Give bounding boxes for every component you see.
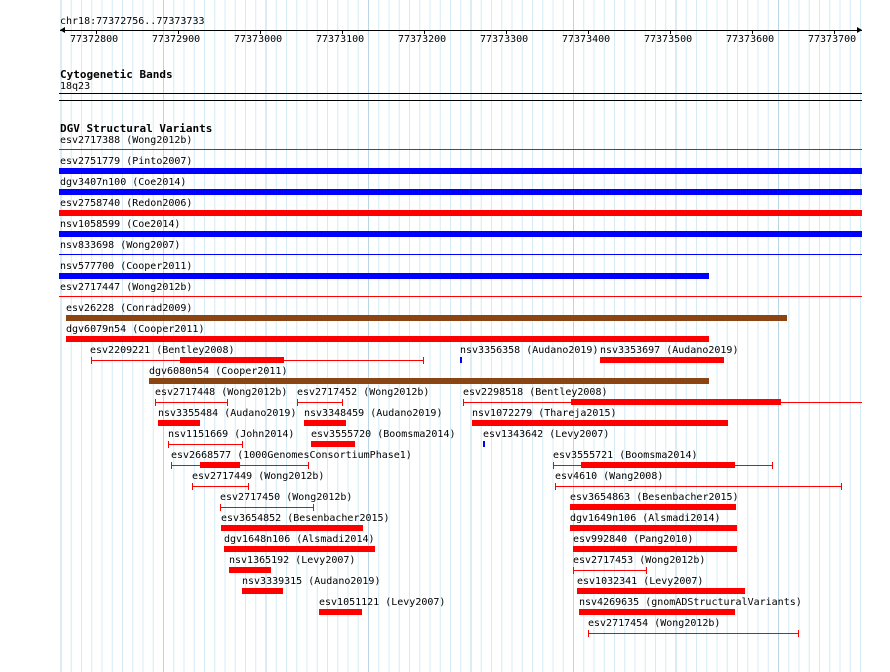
ruler-tick-label: 77372900 [152,34,201,45]
feature-label[interactable]: dgv6079n54 (Cooper2011) [66,324,205,335]
feature-whisker[interactable] [171,465,309,466]
feature-label[interactable]: nsv3348459 (Audano2019) [304,408,443,419]
feature-label[interactable]: esv3654852 (Besenbacher2015) [221,513,390,524]
feature-label[interactable]: esv3555721 (Boomsma2014) [553,450,698,461]
cytoband-name[interactable]: 18q23 [60,81,91,92]
feature-cap [91,357,92,364]
feature-bar[interactable] [59,210,862,216]
feature-bar[interactable] [577,588,745,594]
feature-bar[interactable] [242,588,283,594]
feature-cap [192,483,193,490]
feature-label[interactable]: esv2717388 (Wong2012b) [60,135,193,146]
feature-label[interactable]: nsv3355484 (Audano2019) [158,408,297,419]
ruler-tick-label: 77373200 [398,34,447,45]
feature-label[interactable]: nsv3353697 (Audano2019) [600,345,739,356]
feature-bar[interactable] [229,567,271,573]
feature-label[interactable]: esv1051121 (Levy2007) [319,597,446,608]
feature-span[interactable] [59,254,862,255]
feature-label[interactable]: dgv1648n106 (Alsmadi2014) [224,534,375,545]
feature-bar[interactable] [570,504,736,510]
ruler-axis [60,30,862,31]
feature-bar[interactable] [224,546,375,552]
feature-label[interactable]: esv2298518 (Bentley2008) [463,387,608,398]
ruler-tick-label: 77373400 [562,34,611,45]
feature-bar[interactable] [573,546,737,552]
feature-cap [555,483,556,490]
ruler-left-arrow [60,27,65,33]
feature-label[interactable]: esv26228 (Conrad2009) [66,303,193,314]
ruler-tick-label: 77372800 [70,34,119,45]
feature-cap [553,462,554,469]
feature-label[interactable]: esv2717449 (Wong2012b) [192,471,325,482]
feature-bar[interactable] [59,189,862,195]
feature-cap [573,567,574,574]
feature-label[interactable]: esv2717448 (Wong2012b) [155,387,288,398]
ruler-tick-label: 77373000 [234,34,283,45]
feature-cap [423,357,424,364]
feature-label[interactable]: esv2209221 (Bentley2008) [90,345,235,356]
feature-whisker[interactable] [220,507,314,508]
ruler-tick-label: 77373700 [808,34,857,45]
feature-bar[interactable] [319,609,362,615]
feature-bar[interactable] [472,420,728,426]
feature-label[interactable]: esv2758740 (Redon2006) [60,198,193,209]
cytoband-bar-bottom [59,100,862,101]
feature-label[interactable]: dgv1649n106 (Alsmadi2014) [570,513,721,524]
feature-cap [168,441,169,448]
feature-bar[interactable] [200,462,240,468]
feature-cap [155,399,156,406]
feature-cap [220,504,221,511]
feature-cap [242,441,243,448]
feature-cap [463,399,464,406]
feature-label[interactable]: esv1343642 (Levy2007) [483,429,610,440]
feature-bar[interactable] [570,525,737,531]
feature-whisker[interactable] [155,402,228,403]
feature-label[interactable]: dgv3407n100 (Coe2014) [60,177,187,188]
feature-label[interactable]: esv2717450 (Wong2012b) [220,492,353,503]
feature-bar[interactable] [483,441,485,447]
feature-label[interactable]: nsv833698 (Wong2007) [60,240,181,251]
feature-label[interactable]: esv3555720 (Boomsma2014) [311,429,456,440]
feature-cap [798,630,799,637]
feature-bar[interactable] [158,420,200,426]
feature-whisker[interactable] [588,633,799,634]
feature-bar[interactable] [149,378,709,384]
feature-label[interactable]: esv2668577 (1000GenomesConsortiumPhase1) [171,450,412,461]
ruler-right-arrow [857,27,862,33]
feature-label[interactable]: esv4610 (Wang2008) [555,471,664,482]
feature-label[interactable]: esv2717447 (Wong2012b) [60,282,193,293]
feature-cap [297,399,298,406]
feature-span[interactable] [59,149,862,150]
feature-cap [248,483,249,490]
feature-bar[interactable] [66,315,787,321]
feature-label[interactable]: nsv1365192 (Levy2007) [229,555,356,566]
ruler-tick-label: 77373100 [316,34,365,45]
feature-cap [646,567,647,574]
feature-whisker[interactable] [297,402,343,403]
feature-cap [342,399,343,406]
cytoband-bar-top [59,93,862,94]
feature-cap [313,504,314,511]
feature-cap [227,399,228,406]
ruler-tick-label: 77373500 [644,34,693,45]
feature-bar[interactable] [581,462,735,468]
feature-span[interactable] [59,296,862,297]
feature-label[interactable]: nsv1151669 (John2014) [168,429,295,440]
feature-bar[interactable] [460,357,462,363]
feature-bar[interactable] [59,231,862,237]
feature-bar[interactable] [579,609,735,615]
feature-label[interactable]: esv1032341 (Levy2007) [577,576,704,587]
feature-label[interactable]: nsv1072279 (Thareja2015) [472,408,617,419]
cytoband-track-title[interactable]: Cytogenetic Bands [60,68,173,81]
feature-bar[interactable] [59,273,709,279]
feature-label[interactable]: nsv577700 (Cooper2011) [60,261,193,272]
feature-label[interactable]: nsv3356358 (Audano2019) [460,345,599,356]
ruler-tick-label: 77373300 [480,34,529,45]
feature-label[interactable]: nsv3339315 (Audano2019) [242,576,381,587]
feature-cap [588,630,589,637]
feature-label[interactable]: nsv1058599 (Coe2014) [60,219,181,230]
feature-whisker[interactable] [192,486,249,487]
dgv-track-title[interactable]: DGV Structural Variants [60,122,213,135]
feature-cap [308,462,309,469]
feature-bar[interactable] [59,168,862,174]
feature-whisker[interactable] [168,444,243,445]
feature-label[interactable]: esv2717453 (Wong2012b) [573,555,706,566]
feature-label[interactable]: dgv6080n54 (Cooper2011) [149,366,288,377]
feature-whisker[interactable] [573,570,647,571]
feature-label[interactable]: esv2717452 (Wong2012b) [297,387,430,398]
feature-cap [841,483,842,490]
ruler-tick-label: 77373600 [726,34,775,45]
feature-label[interactable]: esv3654863 (Besenbacher2015) [570,492,739,503]
feature-bar[interactable] [311,441,355,447]
feature-bar[interactable] [66,336,709,342]
feature-bar[interactable] [180,357,284,363]
feature-label[interactable]: esv992840 (Pang2010) [573,534,694,545]
feature-bar[interactable] [571,399,781,405]
feature-whisker[interactable] [555,486,842,487]
feature-label[interactable]: esv2751779 (Pinto2007) [60,156,193,167]
feature-cap [772,462,773,469]
feature-label[interactable]: nsv4269635 (gnomADStructuralVariants) [579,597,802,608]
feature-label[interactable]: esv2717454 (Wong2012b) [588,618,721,629]
feature-bar[interactable] [221,525,363,531]
genome-coordinates: chr18:77372756..77373733 [60,16,205,27]
feature-cap [171,462,172,469]
feature-bar[interactable] [304,420,346,426]
feature-bar[interactable] [600,357,724,363]
